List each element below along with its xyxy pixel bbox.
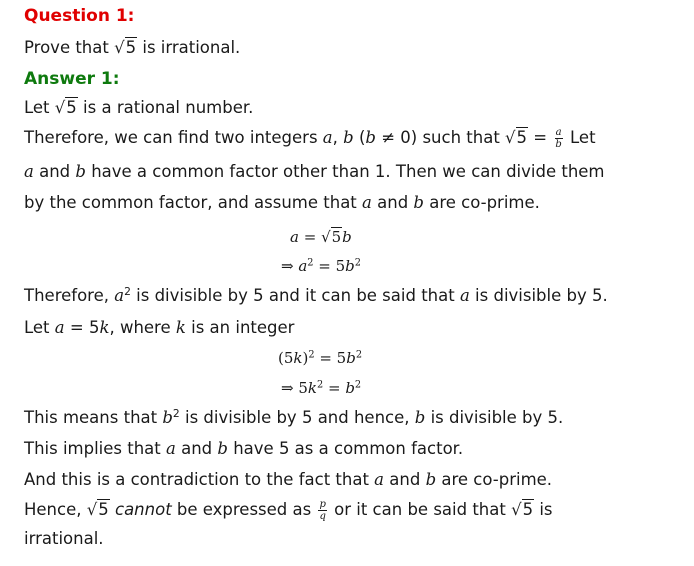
equation-2: ⇒ $a^2 = 5b^2$	[281, 257, 361, 275]
answer-line-2: Therefore, we can find two integers a, b (b ≠ 0) such that √5 = $\frac{a}{b}$ Let	[24, 127, 596, 150]
sqrt-symbol: √5	[511, 500, 534, 519]
answer-line-7: This means that $b^2$ is divisible by 5 and hence, b is divisible by 5.	[24, 407, 564, 427]
answer-line-4: by the common factor, and assume that a and b are co-prime.	[24, 193, 540, 212]
sqrt-symbol: √5	[54, 98, 77, 117]
equation-1: a = √5b	[290, 228, 352, 246]
question-title: Question 1:	[24, 6, 135, 26]
answer-line-3: a and b have a common factor other than 1. Then we can divide them	[24, 162, 605, 181]
answer-line-6: Let a = 5k, where k is an integer	[24, 318, 295, 337]
prompt-end: is irrational.	[137, 38, 241, 57]
answer-title: Answer 1:	[24, 69, 120, 89]
equation-4: ⇒ $5k^2 = b^2$	[281, 379, 362, 397]
prompt-start: Prove that	[24, 38, 115, 57]
answer-line-8: This implies that a and b have 5 as a common factor.	[24, 439, 464, 458]
fraction-p-over-q: $\frac{p}{q}$	[319, 499, 326, 522]
answer-line-5: Therefore, $a^2$ is divisible by 5 and it can be said that a is divisible by 5.	[24, 285, 608, 305]
sqrt-symbol: √5	[505, 128, 528, 147]
answer-line-9: And this is a contradiction to the fact that a and b are co-prime.	[24, 470, 553, 489]
answer-line-11: irrational.	[24, 529, 104, 548]
sqrt-symbol: √5	[86, 500, 109, 519]
sqrt-symbol: √5	[321, 228, 342, 246]
fraction-a-over-b: $\frac{a}{b}$	[555, 127, 562, 150]
answer-line-10: Hence, √5 cannot be expressed as $\frac{p}{q}$ or it can be said that √5 is	[24, 499, 553, 522]
question-prompt	[24, 38, 240, 58]
equation-3: $(5k)^2 = 5b^2$	[278, 349, 363, 367]
sqrt-symbol: √5	[114, 38, 137, 57]
answer-line-1: Let √5 is a rational number.	[24, 98, 254, 117]
